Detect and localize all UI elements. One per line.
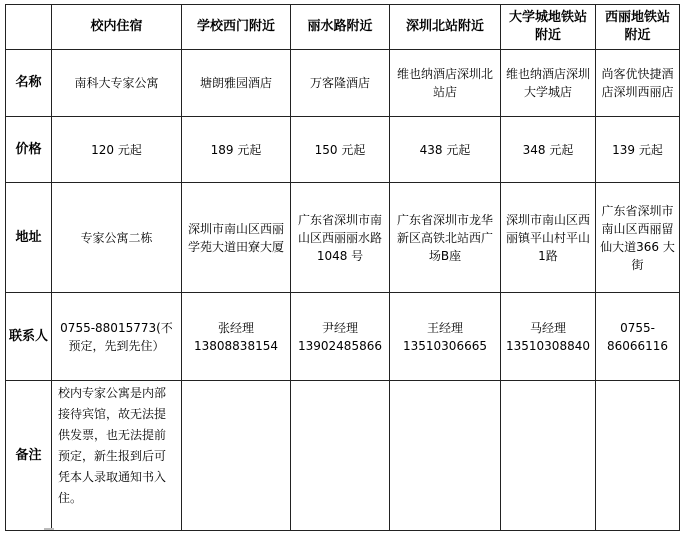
table-cell: 120 元起 [52,117,182,183]
table-cell: 139 元起 [596,117,680,183]
table-row [6,50,680,117]
header-row [6,5,680,50]
table-cell: 广东省深圳市南山区西丽留仙大道366 大街 [596,183,680,293]
table-cell: 189 元起 [182,117,291,183]
hotel-table [5,4,680,531]
table-cell [596,381,680,531]
table-cell: 塘朗雅园酒店 [182,50,291,117]
table-cell: 王经理 13510306665 [390,293,501,381]
table-row [6,117,680,183]
row-label-price: 价格 [6,117,52,183]
header-shenzhen-north: 深圳北站附近 [390,5,501,50]
table-cell: 0755-86066116 [596,293,680,381]
table-cell: 万客隆酒店 [291,50,390,117]
header-campus: 校内住宿 [52,5,182,50]
table-cell: 马经理 13510308840 [501,293,596,381]
table-cell: 150 元起 [291,117,390,183]
table-cell [182,381,291,531]
table-cell: 438 元起 [390,117,501,183]
table-cell: 0755-88015773(不预定，先到先住） [52,293,182,381]
table-cell: 广东省深圳市龙华新区高铁北站西广场B座 [390,183,501,293]
table-cell: 深圳市南山区西丽镇平山村平山1路 [501,183,596,293]
table-cell [501,381,596,531]
table-cell: 尚客优快捷酒店深圳西丽店 [596,50,680,117]
header-corner [6,5,52,50]
table-cell: 张经理 13808838154 [182,293,291,381]
table-cell: 维也纳酒店深圳大学城店 [501,50,596,117]
table-cell: 尹经理 13902485866 [291,293,390,381]
header-university-town: 大学城地铁站附近 [501,5,596,50]
row-label-name: 名称 [6,50,52,117]
header-west-gate: 学校西门附近 [182,5,291,50]
row-label-contact: 联系人 [6,293,52,381]
table-cell [390,381,501,531]
table-cell: 广东省深圳市南山区西丽丽水路1048 号 [291,183,390,293]
table-cell: 南科大专家公寓 [52,50,182,117]
table-row [6,381,680,531]
table-row [6,293,680,381]
row-label-notes: 备注 [6,381,52,531]
table-cell: 348 元起 [501,117,596,183]
table-cell [291,381,390,531]
table-cell: 校内专家公寓是内部接待宾馆，故无法提供发票，也无法提前预定，新生报到后可凭本人录取通知书入住。 [52,381,182,531]
table-row [6,183,680,293]
header-xili-station: 西丽地铁站附近 [596,5,680,50]
header-lishui-road: 丽水路附近 [291,5,390,50]
table-cell: 专家公寓二栋 [52,183,182,293]
row-label-address: 地址 [6,183,52,293]
table-cell: 深圳市南山区西丽学苑大道田寮大厦 [182,183,291,293]
table-cell: 维也纳酒店深圳北站店 [390,50,501,117]
page-edge-mark [44,528,54,530]
